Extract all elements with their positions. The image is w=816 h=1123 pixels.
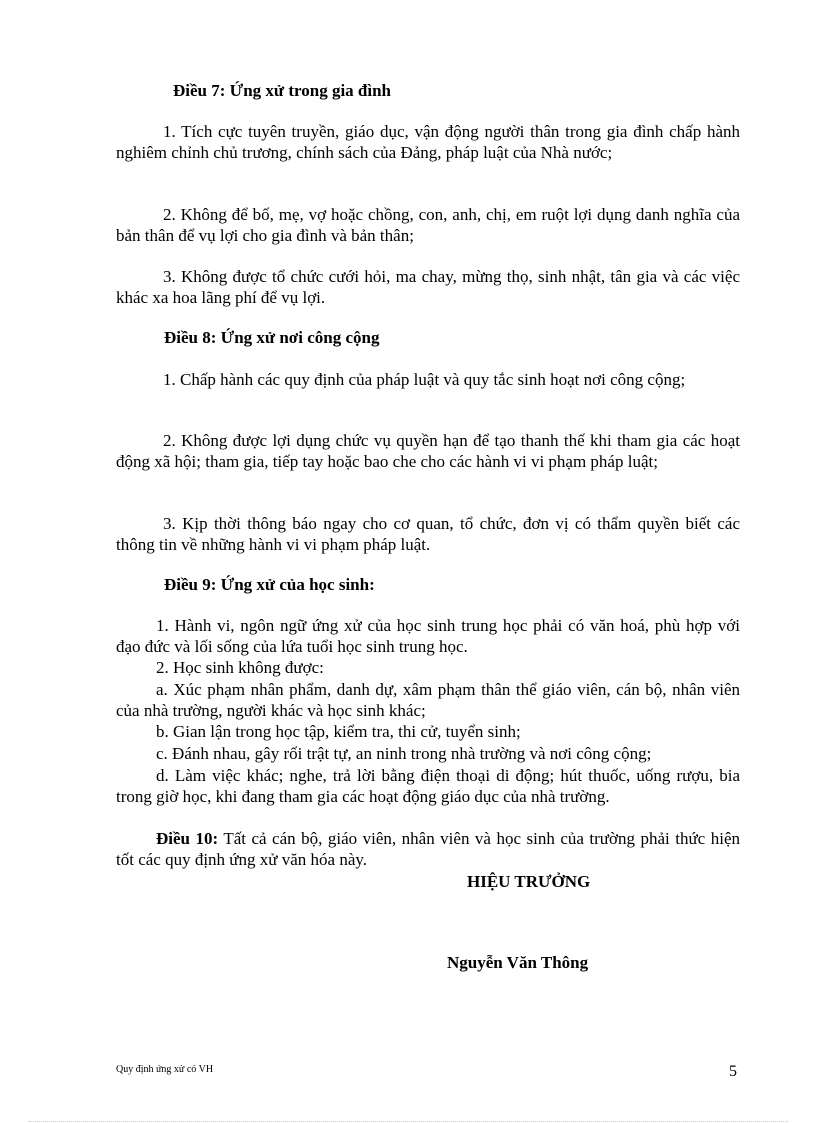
signature-name: Nguyễn Văn Thông: [447, 953, 589, 972]
article-10-text: Tất cả cán bộ, giáo viên, nhân viên và học sinh của trường phải thức hiện tốt các quy định ứng xử văn hóa này.: [116, 829, 740, 869]
article-7-item-2: 2. Không để bố, mẹ, vợ hoặc chồng, con, anh, chị, em ruột lợi dụng danh nghĩa của bản thân để vụ lợi cho gia đình và bản thân;: [116, 205, 740, 245]
article-9-sub-c: c. Đánh nhau, gây rối trật tự, an ninh trong nhà trường và nơi công cộng;: [156, 744, 652, 763]
article-8-heading: Điều 8: Ứng xử nơi công cộng: [164, 328, 380, 347]
page-number: 5: [729, 1063, 737, 1080]
page-bottom-divider: [28, 1121, 788, 1122]
signature-title: HIỆU TRƯỞNG: [467, 872, 591, 891]
article-8-item-2: 2. Không được lợi dụng chức vụ quyền hạn để tạo thanh thế khi tham gia các hoạt động xã hội; tham gia, tiếp tay hoặc bao che cho các hành vi vi phạm pháp luật;: [116, 431, 740, 471]
article-7-heading: Điều 7: Ứng xử trong gia đình: [173, 81, 392, 100]
article-7-item-3: 3. Không được tổ chức cưới hỏi, ma chay, mừng thọ, sinh nhật, tân gia và các việc khác xa hoa lãng phí để vụ lợi.: [116, 267, 740, 307]
article-9-sub-d: d. Làm việc khác; nghe, trả lời bằng điện thoại di động; hút thuốc, uống rượu, bia trong giờ học, khi đang tham gia các hoạt động giáo dục của nhà trường.: [116, 766, 740, 806]
footer-document-title: Quy định ứng xử có VH: [116, 1064, 214, 1075]
article-7-item-1: 1. Tích cực tuyên truyền, giáo dục, vận động người thân trong gia đình chấp hành nghiêm chỉnh chủ trương, chính sách của Đảng, pháp luật của Nhà nước;: [116, 122, 740, 162]
article-9-item-1: 1. Hành vi, ngôn ngữ ứng xử của học sinh trung học phải có văn hoá, phù hợp với đạo đức và lối sống của lứa tuổi học sinh trung học.: [116, 616, 740, 656]
article-9-heading: Điều 9: Ứng xử của học sinh:: [164, 575, 375, 594]
article-10-label: Điều 10:: [156, 829, 219, 848]
article-8-item-1: 1. Chấp hành các quy định của pháp luật và quy tắc sinh hoạt nơi công cộng;: [163, 370, 686, 389]
article-9-item-2: 2. Học sinh không được:: [156, 658, 324, 677]
article-9-sub-a: a. Xúc phạm nhân phẩm, danh dự, xâm phạm thân thể giáo viên, cán bộ, nhân viên của nhà trường, người khác và học sinh khác;: [116, 680, 740, 720]
article-8-item-3: 3. Kịp thời thông báo ngay cho cơ quan, tổ chức, đơn vị có thẩm quyền biết các thông tin về những hành vi vi phạm pháp luật.: [116, 514, 740, 554]
article-10-paragraph: [116, 828, 740, 870]
article-9-sub-b: b. Gian lận trong học tập, kiểm tra, thi cử, tuyển sinh;: [156, 722, 521, 741]
